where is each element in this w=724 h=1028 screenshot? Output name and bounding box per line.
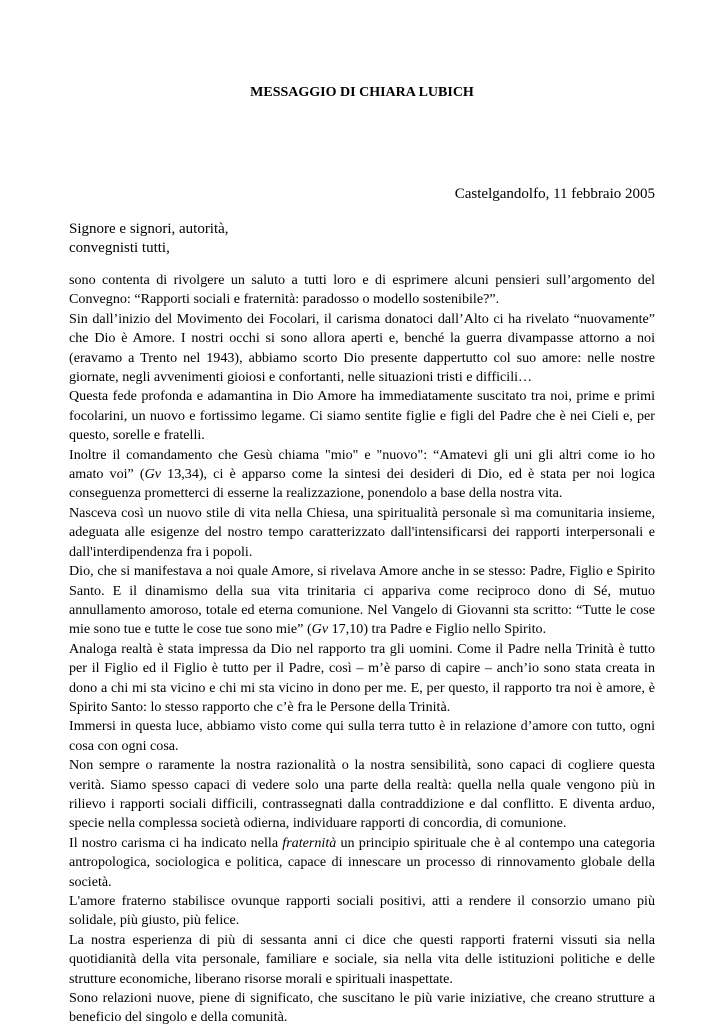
paragraph: Non sempre o raramente la nostra razionalità o la nostra sensibilità, sono capaci di cogliere questa verità. Siamo spesso capaci di vedere solo una parte della realtà: quella nella quale vengono più in rilievo i rapporti sociali difficili, contrassegnati dalla contraddizione e dal conflitto. E diventa arduo, specie nella complessa società odierna, individuare rapporti di concordia, di comunione. <box>69 757 655 832</box>
paragraph: Sono relazioni nuove, piene di significato, che suscitano le più varie iniziative, che creano strutture a beneficio del singolo e della comunità. <box>69 990 655 1026</box>
paragraph: L'amore fraterno stabilisce ovunque rapporti sociali positivi, atti a rendere il consorzio umano più solidale, più giusto, più felice. <box>69 893 655 929</box>
paragraph: Sin dall’inizio del Movimento dei Focolari, il carisma donatoci dall’Alto ci ha rivelato “nuovamente” che Dio è Amore. I nostri occhi si sono allora aperti e, benché la guerra divampasse attorno a noi (eravamo a Trento nel 1943), abbiamo scorto Dio presente dappertutto col suo amore: nelle nostre giornate, negli avvenimenti gioiosi e confortanti, nelle situazioni tristi e difficili… <box>69 310 655 386</box>
paragraph-text: Inoltre il comandamento che Gesù chiama "mio" e "nuovo": “Amatevi gli uni gli altri come io ho amato voi” ( <box>69 446 655 483</box>
scripture-reference: Gv <box>144 466 162 483</box>
paragraph: Questa fede profonda e adamantina in Dio Amore ha immediatamente suscitato tra noi, prime e primi focolarini, un nuovo e fortissimo legame. Ci siamo sentite figlie e figli del Padre che è nei Cieli e, per questo, sorelle e fratelli. <box>69 388 655 444</box>
dateline: Castelgandolfo, 11 febbraio 2005 <box>454 186 655 202</box>
paragraph-text: 17,10) tra Padre e Figlio nello Spirito. <box>328 621 547 638</box>
paragraph: Immersi in questa luce, abbiamo visto come qui sulla terra tutto è in relazione d’amore con tutto, ogni cosa con ogni cosa. <box>69 718 655 754</box>
paragraph <box>69 834 655 892</box>
paragraph: La nostra esperienza di più di sessanta anni ci dice che questi rapporti fraterni vissuti sia nella quotidianità della vita personale, familiare e sociale, sia nella vita delle istituzioni politiche e delle strutture economiche, liberano risorse morali e spirituali inaspettate. <box>69 931 655 987</box>
greeting <box>69 220 229 259</box>
emphasized-term: fraternità <box>282 834 337 851</box>
paragraph-text: 13,34), ci è apparso come la sintesi dei desideri di Dio, ed è stata per noi logica conseguenza prometterci di esserne la realizzazione, ponendolo a base della nostra vita. <box>69 466 655 502</box>
scripture-reference: Gv <box>311 621 329 638</box>
paragraph-text: Dio, che si manifestava a noi quale Amore, si rivelava Amore anche in se stesso: Padre, Figlio e Spirito Santo. E il dinamismo della sua vita trinitaria ci appariva come reciproco dono di Sé, mutuo annullamento amoroso, totale ed eterna comunione. Nel Vangelo di Giovanni sta scritto: “Tutte le cose mie sono tue e tutte le cose tue sono mie” ( <box>69 563 655 638</box>
paragraph: sono contenta di rivolgere un saluto a tutti loro e di esprimere alcuni pensieri sull’argomento del Convegno: “Rapporti sociali e fraternità: paradosso o modello sostenibile?”. <box>69 272 655 308</box>
greeting-line: Signore e signori, autorità, <box>69 221 229 237</box>
paragraph <box>69 562 655 640</box>
paragraph-text: Il nostro carisma ci ha indicato nella <box>69 834 283 851</box>
message-body <box>69 271 655 1028</box>
paragraph: Nasceva così un nuovo stile di vita nella Chiesa, una spiritualità personale sì ma comunitaria insieme, adeguata alle esigenze del nostro tempo caratterizzato dall'intensificarsi dei rapporti interpersonali e dall'interdipendenza fra i popoli. <box>69 504 655 560</box>
document-title: MESSAGGIO DI CHIARA LUBICH <box>250 85 474 100</box>
greeting-line: convegnisti tutti, <box>69 240 170 257</box>
paragraph: Analoga realtà è stata impressa da Dio nel rapporto tra gli uomini. Come il Padre nella Trinità è tutto per il Figlio ed il Figlio è tutto per il Padre, così – m’è parso di capire – anch’io sono stata creata in dono a chi mi sta vicino e chi mi sta vicino in dono per me. E, per questo, il rapporto tra noi è amore, è Spirito Santo: lo stesso rapporto che c’è fra le Persone della Trinità. <box>69 640 655 715</box>
paragraph <box>69 446 655 504</box>
paragraph-text: un principio spirituale che è al contempo una categoria antropologica, sociologica e politica, capace di innescare un processo di rinnovamento globale della società. <box>69 834 656 890</box>
